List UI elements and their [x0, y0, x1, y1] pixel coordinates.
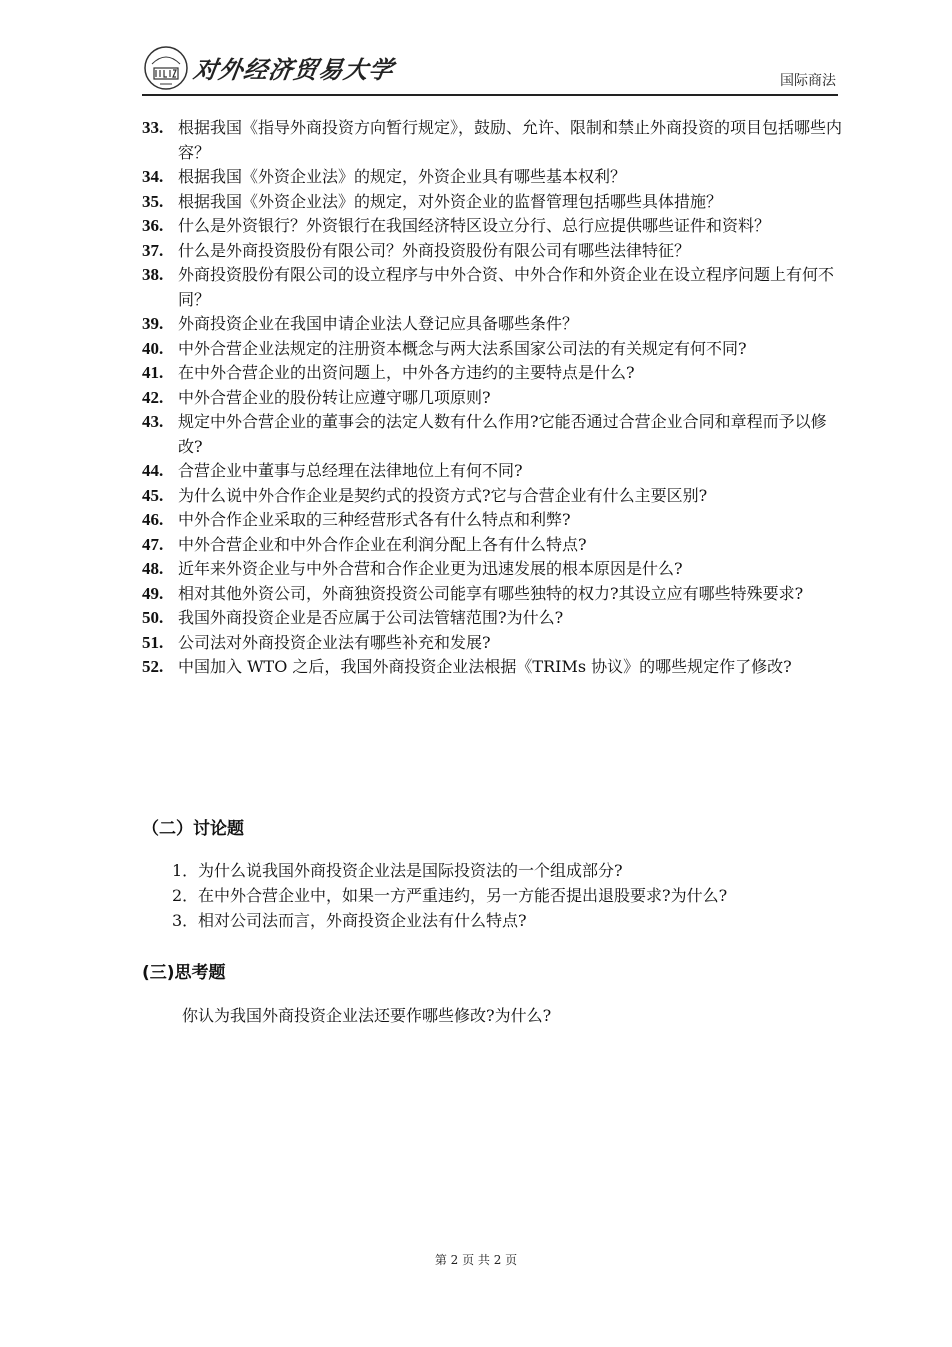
question-number: 44. [142, 461, 164, 480]
discussion-item [172, 858, 852, 883]
question-item [142, 655, 842, 680]
question-item [142, 459, 842, 484]
discussion-section-title: （二）讨论题 [142, 819, 244, 839]
question-number: 37. [142, 240, 164, 260]
question-text: 中外合作企业采取的三种经营形式各有什么特点和利弊? [178, 510, 571, 529]
question-number: 43. [142, 412, 164, 431]
question-text: 公司法对外商投资企业法有哪些补充和发展? [178, 632, 491, 652]
question-text: 根据我国《外资企业法》的规定，外资企业具有哪些基本权利？ [178, 167, 627, 186]
question-number: 41. [142, 363, 164, 382]
discussion-number: 1． [172, 861, 199, 880]
question-text: 外商投资企业在我国申请企业法人登记应具备哪些条件？ [178, 314, 579, 333]
discussion-text: 为什么说我国外商投资企业法是国际投资法的一个组成部分? [198, 861, 623, 880]
discussion-text: 相对公司法而言，外商投资企业法有什么特点? [198, 911, 527, 930]
question-item [142, 410, 842, 459]
question-text: 根据我国《外资企业法》的规定，对外资企业的监督管理包括哪些具体措施？ [178, 191, 723, 211]
question-text: 在中外合营企业的出资问题上，中外各方违约的主要特点是什么? [178, 363, 635, 382]
question-text: 什么是外商投资股份有限公司？外商投资股份有限公司有哪些法律特征？ [178, 240, 691, 260]
question-number: 48. [142, 559, 164, 578]
discussion-question-list [172, 858, 852, 933]
question-number: 39. [142, 314, 164, 333]
discussion-number: 2． [172, 886, 199, 905]
question-text: 什么是外资银行？外资银行在我国经济特区设立分行、总行应提供哪些证件和资料？ [178, 216, 771, 235]
question-text: 中外合营企业法规定的注册资本概念与两大法系国家公司法的有关规定有何不同? [178, 338, 747, 358]
question-item [142, 582, 842, 607]
question-number: 51. [142, 632, 164, 652]
question-number: 38. [142, 265, 164, 284]
course-title: 国际商法 [780, 73, 836, 89]
question-item [142, 557, 842, 582]
question-item [142, 606, 842, 631]
question-number: 50. [142, 608, 164, 627]
university-seal-icon [142, 44, 190, 92]
thinking-question-text: 你认为我国外商投资企业法还要作哪些修改?为什么? [182, 1006, 552, 1025]
question-number: 52. [142, 657, 164, 676]
question-item [142, 190, 842, 215]
question-item [142, 337, 842, 362]
question-text: 近年来外资企业与中外合营和合作企业更为迅速发展的根本原因是什么? [178, 559, 683, 578]
thinking-section-title: (三)思考题 [142, 963, 226, 983]
question-item [142, 631, 842, 656]
question-text: 中国加入 WTO 之后，我国外商投资企业法根据《TRIMs 协议》的哪些规定作了修改? [178, 657, 792, 676]
page-footer: 第 2 页 共 2 页 [434, 1253, 518, 1267]
question-text: 合营企业中董事与总经理在法律地位上有何不同? [178, 461, 523, 480]
question-item [142, 386, 842, 411]
question-item [142, 214, 842, 239]
discussion-text: 在中外合营企业中，如果一方严重违约，另一方能否提出退股要求?为什么? [198, 886, 728, 905]
question-number: 42. [142, 387, 164, 407]
question-item [142, 312, 842, 337]
question-item [142, 361, 842, 386]
discussion-number: 3． [172, 911, 199, 930]
page-header [142, 36, 838, 96]
question-number: 47. [142, 534, 164, 554]
question-number: 34. [142, 167, 164, 186]
question-number: 33. [142, 118, 164, 137]
question-text: 根据我国《指导外商投资方向暂行规定》，鼓励、允许、限制和禁止外商投资的项目包括哪些内容？ [178, 118, 843, 162]
question-item [142, 508, 842, 533]
question-item [142, 533, 842, 558]
university-logo-text: 对外经济贸易大学 [191, 55, 396, 84]
question-number: 45. [142, 485, 164, 505]
question-item [142, 484, 842, 509]
question-text: 规定中外合营企业的董事会的法定人数有什么作用?它能否通过合营企业合同和章程而予以修改? [178, 412, 827, 456]
question-number: 40. [142, 338, 164, 358]
question-item [142, 165, 842, 190]
discussion-item [172, 908, 852, 933]
question-number: 35. [142, 191, 164, 211]
question-item [142, 263, 842, 312]
review-question-list [142, 116, 842, 680]
question-text: 相对其他外资公司，外商独资投资公司能享有哪些独特的权力?其设立应有哪些特殊要求? [178, 583, 804, 603]
question-text: 我国外商投资企业是否应属于公司法管辖范围?为什么? [178, 608, 564, 627]
question-number: 46. [142, 510, 164, 529]
question-text: 为什么说中外合作企业是契约式的投资方式?它与合营企业有什么主要区别? [178, 485, 708, 505]
question-number: 36. [142, 216, 164, 235]
question-text: 外商投资股份有限公司的设立程序与中外合资、中外合作和外资企业在设立程序问题上有何不同？ [178, 265, 835, 309]
question-text: 中外合营企业和中外合作企业在利润分配上各有什么特点? [178, 534, 587, 554]
discussion-item [172, 883, 852, 908]
question-text: 中外合营企业的股份转让应遵守哪几项原则? [178, 387, 491, 407]
question-item [142, 116, 842, 165]
question-number: 49. [142, 583, 164, 603]
question-item [142, 239, 842, 264]
